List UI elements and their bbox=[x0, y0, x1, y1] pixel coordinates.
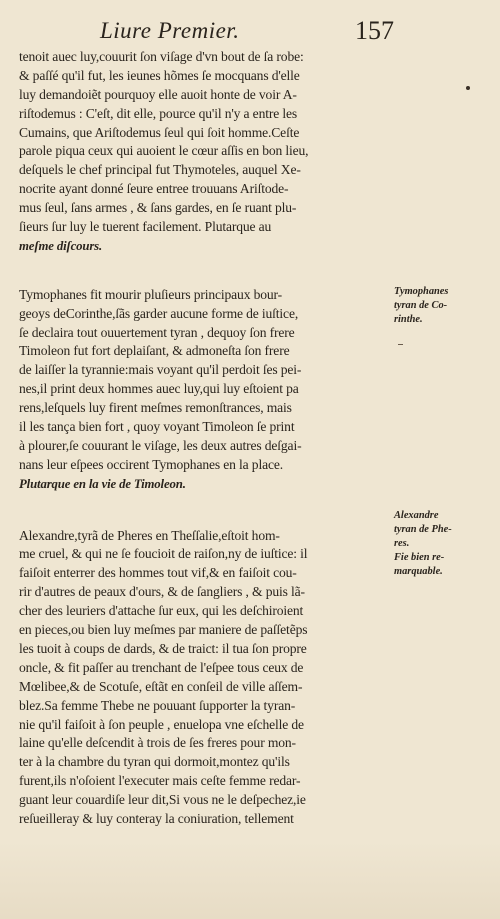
margin-note-line: tyran de Co- bbox=[394, 300, 448, 311]
text-line: rens,leſquels luy firent meſmes remonſtrances, mais bbox=[19, 400, 292, 416]
text-line: Tymophanes fit mourir pluſieurs principaux bour- bbox=[19, 286, 283, 302]
margin-note-line: rinthe. bbox=[394, 314, 423, 325]
text-line: guant leur couardiſe leur dit,Si vous ne le deſpechez,ie bbox=[19, 792, 306, 808]
ink-speck bbox=[466, 86, 470, 90]
text-line: cher des leuriers d'attache ſur eux, qui les deſchiroient bbox=[19, 603, 304, 619]
text-line: ſieurs ſur luy le tuerent facilement. Plutarque au bbox=[19, 219, 272, 235]
text-line: les tuoit à coups de dards, & de traict: il tua ſon propre bbox=[19, 640, 307, 656]
source-citation: Plutarque en la vie de Timoleon. bbox=[19, 476, 186, 491]
text-line: Alexandre,tyrã de Pheres en Theſſalie,eſtoit hom- bbox=[19, 527, 280, 543]
margin-note-line: Tymophanes bbox=[394, 286, 449, 297]
text-line: oncle, & fit paſſer au trenchant de l'eſpee tous ceux de bbox=[19, 659, 304, 675]
margin-note-alexandre bbox=[394, 509, 498, 579]
text-line: tenoit auec luy,couurit ſon viſage d'vn bout de ſa robe: bbox=[19, 49, 304, 64]
text-line: ſe declaira tout ouuertement tyran , dequoy ſon frere bbox=[19, 324, 295, 340]
running-title: Liure Premier. bbox=[100, 18, 240, 43]
margin-note-tymophanes bbox=[394, 285, 498, 327]
margin-note-line: tyran de Phe- bbox=[394, 524, 452, 535]
text-line: ter à la chambre du tyran qui dormoit,montez qu'ils bbox=[19, 754, 290, 770]
text-line: blez.Sa femme Thebe ne pouuant ſupporter la tyran- bbox=[19, 697, 296, 713]
text-line: nes,il print deux hommes auec luy,qui luy eſtoient pa bbox=[19, 381, 299, 397]
text-line: de laiſſer la tyrannie:mais voyant qu'il perdoit ſes pei- bbox=[19, 362, 302, 378]
page-number: 157 bbox=[355, 16, 394, 45]
margin-tick-mark bbox=[398, 344, 403, 345]
text-line: & paſſé qu'il fut, les ieunes hõmes ſe mocquans d'elle bbox=[19, 67, 300, 83]
running-header bbox=[0, 14, 500, 50]
text-line: rir d'autres de peaux d'ours, & de ſangliers , & puis lã- bbox=[19, 584, 305, 600]
text-line: mus ſeul, ſans armes , & ſans gardes, en ſe ruant plu- bbox=[19, 200, 297, 216]
text-line: me cruel, & qui ne ſe foucioit de raiſon,ny de iuſtice: il bbox=[19, 546, 308, 562]
text-line: nocrite ayant donné ſeure entree trouuans Ariſtode- bbox=[19, 181, 289, 197]
margin-note-line: Fie bien re- bbox=[394, 552, 445, 563]
text-line: parole piqua ceux qui auoient le cœur aſſis en bon lieu, bbox=[19, 143, 309, 159]
source-citation: meſme diſcours. bbox=[19, 238, 103, 253]
text-line: luy demandoiẽt pourquoy elle auoit honte de voir A- bbox=[19, 86, 297, 102]
text-line: geoys deCorinthe,ſãs garder aucune forme de iuſtice, bbox=[19, 305, 299, 321]
text-line: deſquels le chef principal fut Thymoteles, auquel Xe- bbox=[19, 162, 301, 178]
margin-note-line: res. bbox=[394, 538, 410, 549]
text-line: riſtodemus : C'eſt, dit elle, pource qu'il n'y a entre les bbox=[19, 105, 298, 121]
text-line: nie qu'il faiſoit à ſon peuple , enuelopa vne eſchelle de bbox=[19, 716, 304, 732]
text-line: reſueilleray & luy conteray la coniuration, tellement bbox=[19, 810, 294, 826]
text-line: faiſoit enterrer des hommes tout vif,& en faiſoit cou- bbox=[19, 565, 297, 581]
text-line: en pieces,ou bien luy meſmes par maniere de paſſetẽps bbox=[19, 622, 308, 638]
text-line: Mœlibee,& de Scotuſe, eſtãt en conſeil de ville aſſem- bbox=[19, 678, 303, 694]
margin-note-line: Alexandre bbox=[394, 510, 439, 521]
text-line: Timoleon fut fort deplaiſant, & admoneſta ſon frere bbox=[19, 343, 290, 359]
margin-note-line: marquable. bbox=[394, 566, 443, 577]
paragraph-tymophanes bbox=[19, 286, 391, 494]
text-line: il les tança bien fort , quoy voyant Timoleon ſe print bbox=[19, 419, 295, 435]
paragraph-alexandre bbox=[19, 527, 391, 829]
text-line: Cumains, que Ariſtodemus ſeul qui ſoit homme.Ceſte bbox=[19, 124, 300, 140]
text-block bbox=[19, 48, 391, 829]
paragraph-aristodemus bbox=[19, 48, 391, 256]
blank-lower-margin bbox=[0, 841, 500, 919]
text-line: à plourer,ſe couurant le viſage, les deux autres deſgai- bbox=[19, 437, 302, 453]
text-line: nans leur eſpees occirent Tymophanes en la place. bbox=[19, 456, 283, 472]
text-line: laine qu'elle deſcendit à trois de ſes freres pour mon- bbox=[19, 735, 296, 751]
text-line: furent,ils n'oſoient l'executer mais ceſte femme redar- bbox=[19, 773, 301, 789]
